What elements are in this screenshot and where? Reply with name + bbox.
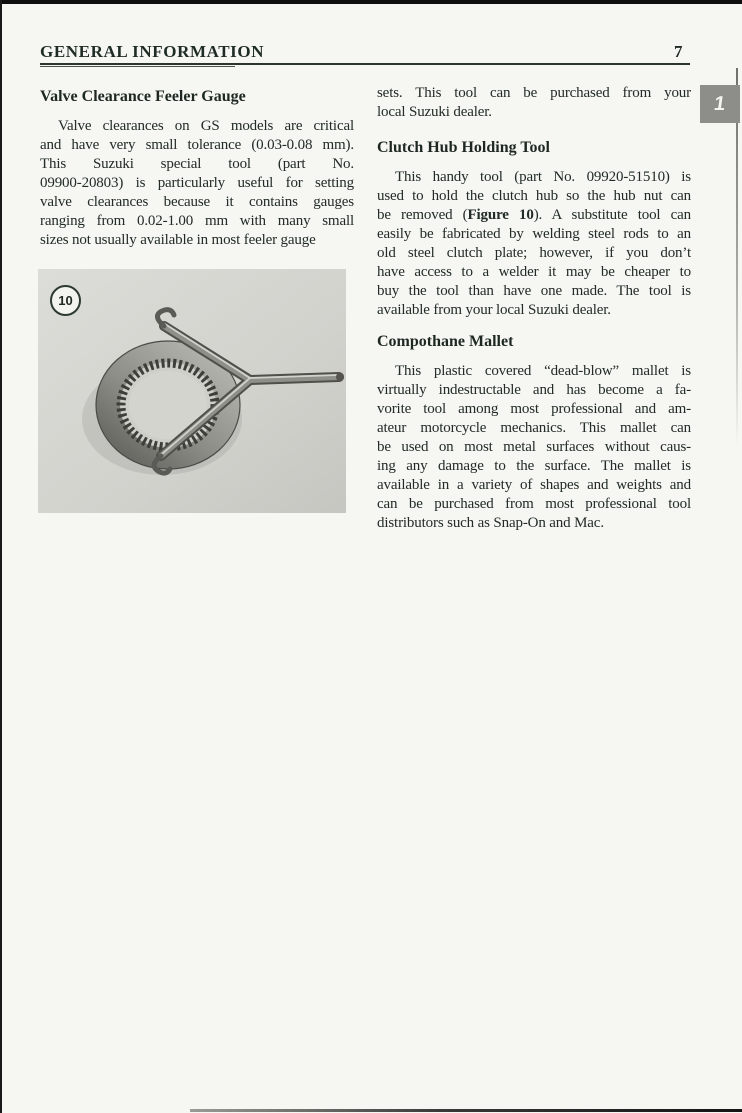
text-line: valve clearances because it contains gauges xyxy=(40,194,354,210)
text-line: 09900-20803) is particularly useful for setting xyxy=(40,175,354,191)
section-heading-valve-gauge: Valve Clearance Feeler Gauge xyxy=(40,88,246,105)
scan-edge-left xyxy=(0,0,2,1113)
text-line: vorite tool among most professional and am- xyxy=(377,401,691,417)
text-line: have access to a welder it may be cheaper to xyxy=(377,264,691,280)
header-rule-accent xyxy=(40,66,235,67)
page-title: GENERAL INFORMATION xyxy=(40,42,265,61)
clutch-tool-paragraph xyxy=(377,168,691,320)
text-line: available from your local Suzuki dealer. xyxy=(377,302,611,318)
text-line: old steel clutch plate; however, if you don’t xyxy=(377,245,691,261)
continuation-paragraph xyxy=(377,84,691,122)
figure-10 xyxy=(38,269,346,513)
text-line: sizes not usually available in most feeler gauge xyxy=(40,232,316,248)
scan-edge-bottom xyxy=(190,1109,742,1112)
right-column xyxy=(377,84,691,533)
text-line: be used on most metal surfaces without caus- xyxy=(377,439,691,455)
text-line: ing any damage to the surface. The mallet is xyxy=(377,458,691,474)
section-heading-clutch-tool: Clutch Hub Holding Tool xyxy=(377,139,550,156)
text-line: sets. This tool can be purchased from your xyxy=(377,85,691,101)
header-rule xyxy=(40,63,690,65)
rod-tip xyxy=(336,373,344,382)
text-line: and have very small tolerance (0.03-0.08 mm). xyxy=(40,137,354,153)
text-line: This Suzuki special tool (part No. xyxy=(40,156,354,172)
scan-edge-right xyxy=(736,68,738,448)
scan-edge-top xyxy=(0,0,742,4)
text-line: This plastic covered “dead-blow” mallet is xyxy=(395,363,691,379)
text-line: local Suzuki dealer. xyxy=(377,104,492,120)
chapter-tab-label: 1 xyxy=(712,92,728,115)
mallet-paragraph xyxy=(377,362,691,533)
text-line: ranging from 0.02-1.00 mm with many small xyxy=(40,213,354,229)
clutch-hub-tool-photo xyxy=(38,269,346,513)
text-line: available in a variety of shapes and weights and xyxy=(377,477,691,493)
text-line: be removed (Figure 10). A substitute tool can xyxy=(377,207,691,223)
text-line: buy the tool than have one made. The tool is xyxy=(377,283,691,299)
text-line: virtually indestructable and has become a fa- xyxy=(377,382,691,398)
text-line: distributors such as Snap-On and Mac. xyxy=(377,515,604,531)
figure-number-badge xyxy=(50,285,81,316)
page-number: 7 xyxy=(674,42,683,61)
text-line: easily be fabricated by welding steel rods to an xyxy=(377,226,691,242)
left-column xyxy=(40,88,354,250)
text-line: This handy tool (part No. 09920-51510) is xyxy=(395,169,691,185)
figure-number-label: 10 xyxy=(58,293,73,308)
valve-gauge-paragraph xyxy=(40,117,354,250)
text-line: Valve clearances on GS models are critical xyxy=(58,118,354,134)
text-line: used to hold the clutch hub so the hub nut can xyxy=(377,188,691,204)
chapter-tab xyxy=(700,85,740,123)
section-heading-mallet: Compothane Mallet xyxy=(377,333,514,350)
text-line: ateur motorcycle mechanics. This mallet can xyxy=(377,420,691,436)
text-line: can be purchased from most professional tool xyxy=(377,496,691,512)
